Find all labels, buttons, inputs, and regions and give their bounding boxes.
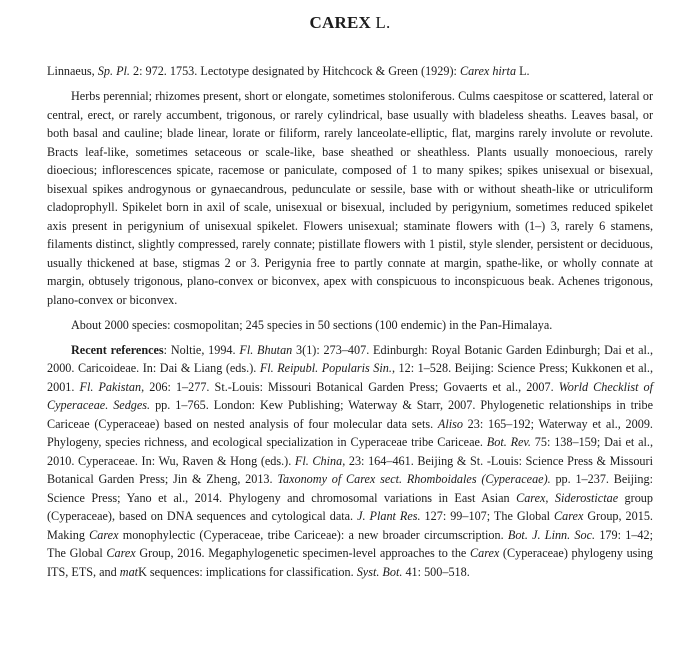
text-run: 41: 500–518. bbox=[402, 564, 470, 579]
text-run: 3(1): 273–407. Edinburgh: Royal Botanic Garden Edinburgh; Dai et al., 2000. Caricoideae. In: Dai & Liang (eds.). bbox=[47, 342, 653, 375]
text-run: Group, 2015. Making bbox=[47, 509, 653, 542]
text-run: Recent references bbox=[71, 342, 164, 357]
text-run: group (Cyperaceae), based on DNA sequences and cytological data. bbox=[47, 490, 653, 523]
text-run: Fl. Bhutan bbox=[239, 342, 293, 357]
text-run: : Noltie, 1994. bbox=[163, 342, 240, 357]
text-run: Sp. Pl. bbox=[97, 64, 130, 78]
text-run: About 2000 species: cosmopolitan; 245 species in 50 sections (100 endemic) in the Pan-Himalaya. bbox=[71, 317, 553, 332]
text-run: J. Plant Res. bbox=[357, 509, 421, 523]
text-run: Fl. Pakistan bbox=[79, 379, 142, 394]
text-run: pp. 1–237. Beijing: Science Press; Yano et al., 2014. Phylogeny and chromosomal variations in East Asian bbox=[47, 472, 653, 505]
text-run: 179: 1–42; The Global bbox=[47, 527, 653, 560]
text-run: Linnaeus, bbox=[47, 64, 98, 78]
text-run: Siderostictae bbox=[554, 490, 619, 505]
text-run: L. bbox=[370, 13, 391, 32]
text-run: Carex bbox=[106, 546, 136, 560]
text-run: pp. 1–765. London: Kew Publishing; Waterway & Starr, 2007. Phylogenetic relationships in tribe Cariceae (Cyperaceae) based on nested analysis of four molecular data sets. bbox=[47, 398, 653, 431]
text-run: Taxonomy of Carex sect. Rhomboidales (Cyperaceae). bbox=[277, 472, 551, 486]
text-run: , bbox=[545, 490, 555, 505]
text-run: Carex hirta bbox=[459, 64, 517, 78]
text-run: Bot. Rev. bbox=[486, 435, 531, 449]
text-run: 75: 138–159; Dai et al., 2010. Cyperaceae. In: Wu, Raven & Hong (eds.). bbox=[47, 435, 653, 468]
text-run: Bot. J. Linn. Soc. bbox=[507, 527, 596, 542]
text-run: L. bbox=[516, 64, 530, 78]
text-run: Fl. Reipubl. Popularis Sin. bbox=[259, 361, 392, 375]
text-run: monophylectic (Cyperaceae, tribe Cariceae): a new broader circumscription. bbox=[118, 527, 508, 542]
page-title bbox=[47, 12, 653, 34]
genus-description-paragraph bbox=[47, 87, 653, 309]
text-run: K sequences: implications for classification. bbox=[138, 564, 357, 579]
text-run: 23: 165–192; Waterway et al., 2009. Phylogeny, species richness, and ecological specialization in Cyperaceae tribe Cariceae. bbox=[47, 416, 653, 449]
text-run: Fl. China bbox=[294, 453, 343, 468]
text-run: , 12: 1–528. Beijing: Science Press; Kukkonen et al., 2001. bbox=[47, 361, 653, 394]
text-run: (Cyperaceae) phylogeny using ITS, ETS, and bbox=[47, 546, 653, 579]
text-run: Herbs perennial; rhizomes present, short or elongate, sometimes stoloniferous. Culms caespitose or scattered, lateral or central, erect, or rarely accumbent, trigonous, or rarely cylindrical, base usually with bladeless sheaths. Leaves basal, or both basal and cauline; blade linear, lorate or filiform, rarely lanceolate-elliptic, flat, margins rarely involute or revolute. Bracts leaf-like, sometimes setaceous or scale-like, base sheathed or sheathless. Plants usually monoecious, rarely dioecious; inflorescences spicate, racemose or paniculate, composed of 1 to many spikes; spikes unisexual or bisexual, bisexual spikes androgynous or gynaecandrous, pedunculate or sessile, base with or without sheath-like or utriculiform cladoprophyll. Spikelet born in axil of scale, unisexual or bisexual, included by perigynium, sometimes reduced spikelet axis present in perigynium of unisexual spikelet. Flowers unisexual; staminate flowers with (1–) 3, rarely 6 stamens, filaments distinct, slightly compressed, rarely connate; pistillate flowers with 1 pistil, style slender, persistent or deciduous, usually thickened at base, stigmas 2 or 3. Perigynia free to partly connate at margin, spathe-like, or wholly connate at margin, obtusely trigonous, plano-convex or biconvex, apex with conspicuous to inconspicuous beak. Achenes trigonous, plano-convex or biconvex. bbox=[47, 89, 653, 307]
text-run: Carex bbox=[554, 509, 584, 523]
text-run: Carex bbox=[469, 546, 500, 560]
text-run: Carex bbox=[89, 527, 119, 542]
recent-references-paragraph bbox=[47, 341, 653, 582]
text-run: 127: 99–107; The Global bbox=[420, 509, 555, 523]
text-run: , 23: 164–461. Beijing & St. -Louis: Science Press & Missouri Botanical Garden Press; Jin & Zheng, 2013. bbox=[47, 453, 653, 486]
text-run: Carex bbox=[516, 490, 546, 505]
text-run: Syst. Bot. bbox=[356, 564, 403, 579]
text-run: , 206: 1–277. St.-Louis: Missouri Botanical Garden Press; Govaerts et al., 2007. bbox=[141, 379, 559, 394]
nomenclature-citation bbox=[47, 62, 653, 81]
species-distribution-paragraph bbox=[47, 316, 653, 335]
text-run: Aliso bbox=[437, 416, 463, 431]
text-run: CAREX bbox=[309, 13, 371, 32]
text-run: Group, 2016. Megaphylogenetic specimen-level approaches to the bbox=[135, 546, 470, 560]
text-run: World Checklist of Cyperaceae. Sedges. bbox=[47, 379, 654, 412]
text-run: mat bbox=[119, 564, 139, 579]
text-run: 2: 972. 1753. Lectotype designated by Hitchcock & Green (1929): bbox=[129, 64, 460, 78]
